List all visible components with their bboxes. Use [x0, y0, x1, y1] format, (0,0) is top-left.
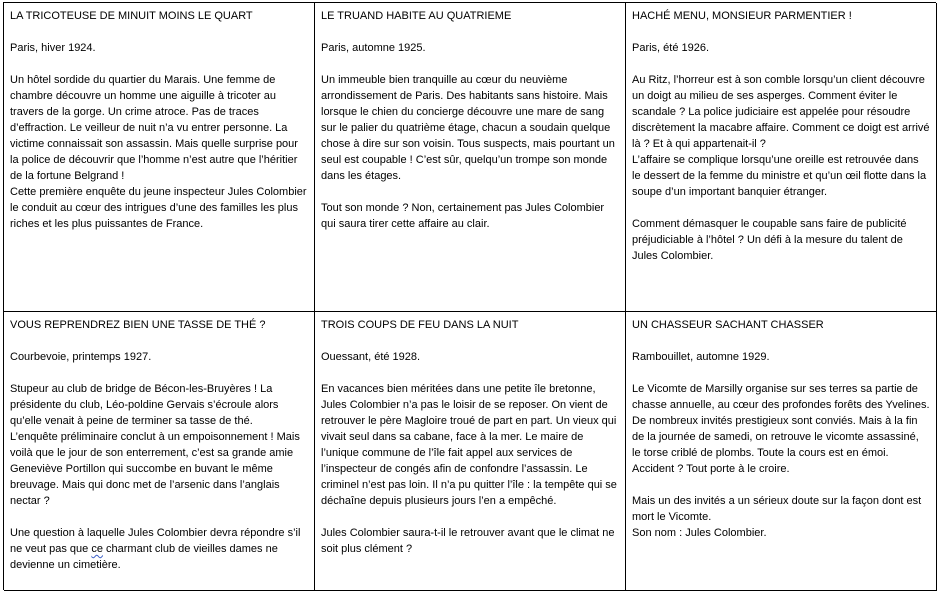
- spellcheck-flagged-word: ce: [91, 543, 103, 555]
- story-paragraph: Tout son monde ? Non, certainement pas Jules Colombier qui saura tirer cette affaire au clair.: [321, 202, 605, 230]
- story-paragraph: De nombreux invités prestigieux sont conviés. Mais à la fin de la journée de samedi, on retrouve le vicomte assassiné, le torse criblé de plombs. Toute la cours est en émoi. Accident ? Tout porte à le croire.: [632, 415, 919, 475]
- story-paragraph: Cette première enquête du jeune inspecteur Jules Colombier le conduit au cœur des intrigues d’une des familles les plus riches et les plus puissantes de France.: [10, 186, 307, 230]
- story-cell-3: [626, 3, 937, 312]
- story-setting: Paris, hiver 1924.: [10, 42, 96, 54]
- story-paragraph: En vacances bien méritées dans une petite île bretonne, Jules Colombier n’a pas le loisir de se reposer. On vient de retrouver le père Magloire troué de part en part. Un vieux qui vivait seul dans sa cabane, face à la mer. Le maire de l’unique commune de l’île fait appel aux services de l’inspecteur de congés afin de confondre l’assassin. Le criminel n’est pas loin. Il n’a pu quitter l’île : la tempête qui se déchaîne depuis plusieurs jours l’en a empêché.: [321, 383, 617, 507]
- story-cell-5: [315, 312, 626, 591]
- story-cell-4: [4, 312, 315, 591]
- story-paragraph: Son nom : Jules Colombier.: [632, 527, 767, 539]
- story-title: VOUS REPRENDREZ BIEN UNE TASSE DE THÉ ?: [10, 319, 266, 331]
- story-title: LE TRUAND HABITE AU QUATRIEME: [321, 10, 512, 22]
- story-paragraph: Comment démasquer le coupable sans faire de publicité préjudiciable à l’hôtel ? Un défi à la mesure du talent de Jules Colombier.: [632, 218, 907, 262]
- story-paragraph: [10, 525, 308, 573]
- story-paragraph: Jules Colombier saura-t-il le retrouver avant que le climat ne soit plus clément ?: [321, 527, 615, 555]
- story-paragraph: L’affaire se complique lorsqu’une oreille est retrouvée dans le dessert de la femme du ministre et qu’un œil flotte dans la soupe d’un important banquier étranger.: [632, 154, 927, 198]
- story-title: LA TRICOTEUSE DE MINUIT MOINS LE QUART: [10, 10, 253, 22]
- story-paragraph: Stupeur au club de bridge de Bécon-les-Bruyères ! La présidente du club, Léo-poldine Gervais s’écroule alors qu’elle venait à peine de terminer sa tasse de thé.: [10, 383, 279, 427]
- story-setting: Paris, automne 1925.: [321, 42, 426, 54]
- story-title: TROIS COUPS DE FEU DANS LA NUIT: [321, 319, 519, 331]
- story-paragraph: Un hôtel sordide du quartier du Marais. Une femme de chambre découvre un homme une aiguille à tricoter au travers de la gorge. Un crime atroce. Pas de traces d’effraction. Le veilleur de nuit n’a vu entrer personne. La victime connaissait son assassin. Mais quelle surprise pour la police de découvrir que l’homme n’est autre que l’héritier de la fortune Belgrand !: [10, 74, 298, 182]
- story-paragraph: Le Vicomte de Marsilly organise sur ses terres sa partie de chasse annuelle, au cœur des profondes forêts des Yvelines.: [632, 383, 930, 411]
- story-text: Une question à laquelle Jules Colombier devra répondre s’il ne veut pas que: [10, 527, 301, 555]
- story-text: charmant club de vieilles dames ne devienne un cimetière.: [10, 543, 278, 571]
- story-title: UN CHASSEUR SACHANT CHASSER: [632, 319, 824, 331]
- story-paragraph: L’enquête préliminaire conclut à un empoisonnement ! Mais voilà que le jour de son enterrement, c’est sa grande amie Geneviève Portillon qui succombe en buvant le même breuvage. Mais qui donc met de l’arsenic dans l’anglais nectar ?: [10, 431, 300, 507]
- story-table: [3, 2, 936, 590]
- story-cell-1: [4, 3, 315, 312]
- story-setting: Ouessant, été 1928.: [321, 351, 421, 363]
- story-cell-6: [626, 312, 937, 591]
- story-paragraph: Mais un des invités a un sérieux doute sur la façon dont est mort le Vicomte.: [632, 495, 922, 523]
- story-paragraph: Un immeuble bien tranquille au cœur du neuvième arrondissement de Paris. Des habitants sans histoire. Mais lorsque le chien du concierge découvre une mare de sang sur le palier du quatrième étage, chacun a soudain quelque chose à dire sur son voisin. Tous suspects, mais pourtant un seul est coupable ! C’est sûr, quelqu’un trompe son monde dans les étages.: [321, 74, 615, 182]
- story-cell-2: [315, 3, 626, 312]
- story-setting: Rambouillet, automne 1929.: [632, 351, 770, 363]
- story-paragraph: Au Ritz, l’horreur est à son comble lorsqu’un client découvre un doigt au milieu de ses asperges. Comment éviter le scandale ? La police judiciaire est appelée pour résoudre discrètement la macabre affaire. Comment ce doigt est arrivé là ? Et à qui appartenait-il ?: [632, 74, 930, 150]
- story-setting: Paris, été 1926.: [632, 42, 710, 54]
- story-title: HACHÉ MENU, MONSIEUR PARMENTIER !: [632, 10, 852, 22]
- story-setting: Courbevoie, printemps 1927.: [10, 351, 152, 363]
